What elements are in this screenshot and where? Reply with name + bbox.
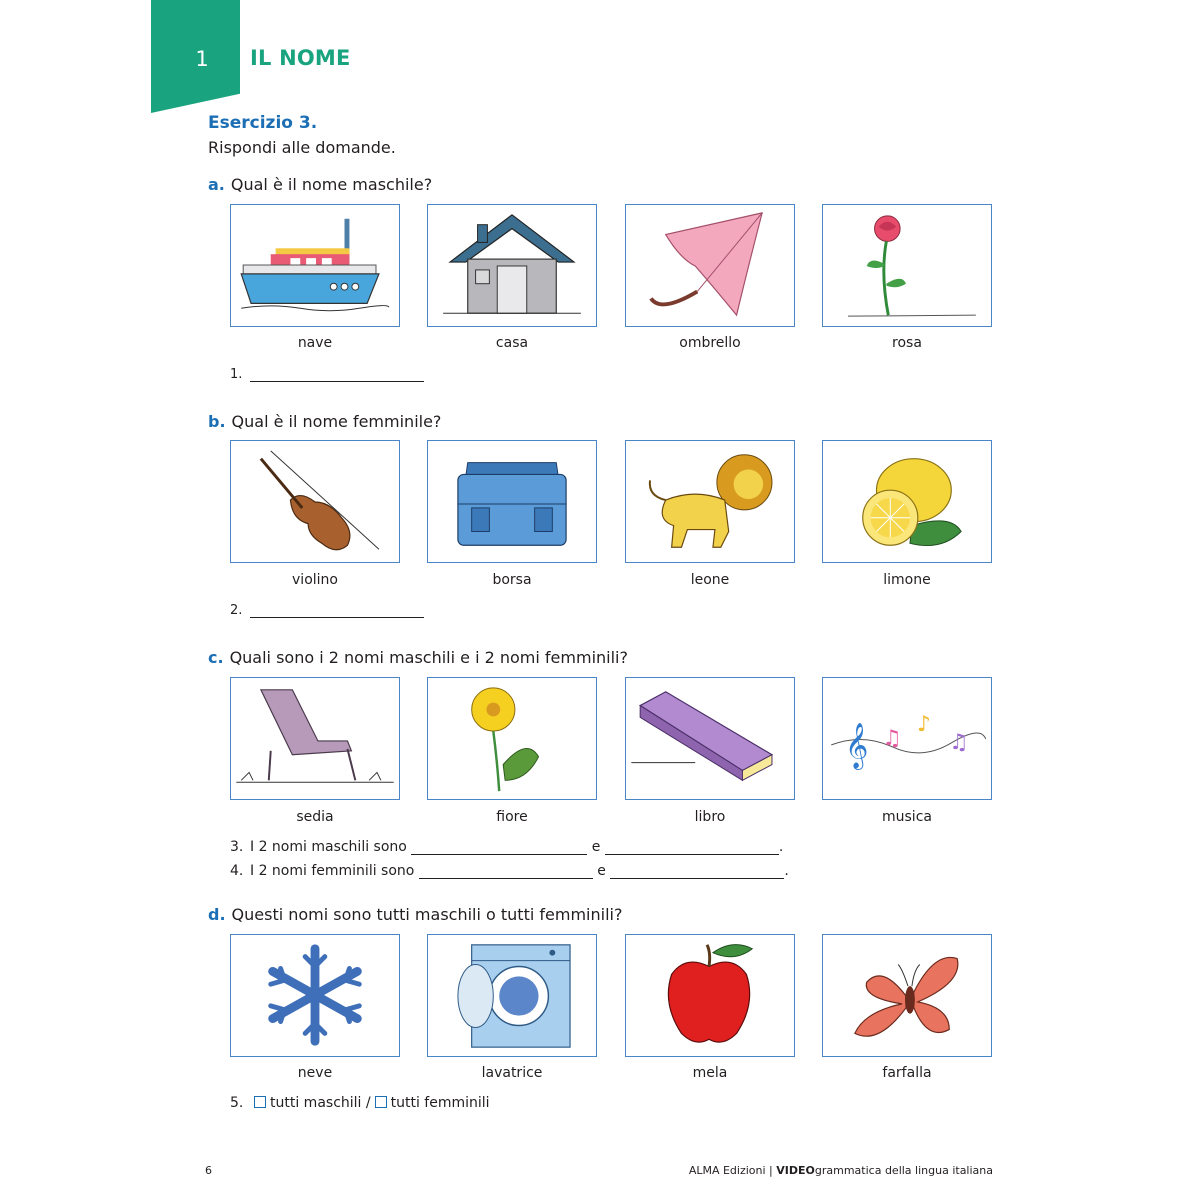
answer-1	[230, 367, 424, 382]
caption-ombrello: ombrello	[679, 335, 741, 351]
svg-text:♪: ♪	[916, 712, 931, 738]
answer-number: 2.	[230, 603, 243, 618]
svg-text:♫: ♫	[882, 725, 902, 751]
chapter-number: 1	[195, 47, 209, 71]
question-text: Questi nomi sono tutti maschili o tutti femminili?	[231, 905, 623, 924]
sentence-joiner: e	[597, 863, 606, 879]
answer-number: 4.	[230, 863, 244, 879]
umbrella-icon	[625, 204, 795, 327]
violin-icon	[230, 440, 400, 563]
question-letter: b.	[208, 412, 226, 431]
footer-publisher: ALMA Edizioni |	[688, 1164, 777, 1177]
washing-machine-icon	[427, 934, 597, 1057]
question-text: Qual è il nome maschile?	[230, 175, 433, 194]
checkbox-tutti-maschili[interactable]	[254, 1096, 266, 1108]
answer-number: 3.	[230, 839, 244, 855]
option-tutti-maschili: tutti maschili	[270, 1095, 362, 1111]
answer-2	[230, 603, 424, 618]
svg-text:♫: ♫	[949, 729, 969, 755]
svg-text:𝄞: 𝄞	[845, 722, 869, 769]
question-c	[208, 648, 628, 667]
rose-icon	[822, 204, 992, 327]
book-icon	[625, 677, 795, 800]
music-notes-icon	[822, 677, 992, 800]
caption-rosa: rosa	[892, 335, 922, 351]
exercise-instruction: Rispondi alle domande.	[208, 138, 396, 157]
answer-5	[230, 1095, 490, 1111]
question-text: Qual è il nome femminile?	[231, 412, 442, 431]
option-tutti-femminili: tutti femminili	[390, 1095, 490, 1111]
answer-number: 5.	[230, 1095, 244, 1111]
caption-borsa: borsa	[492, 572, 532, 588]
question-letter: c.	[208, 648, 224, 667]
caption-limone: limone	[883, 572, 931, 588]
answer-blank[interactable]	[605, 840, 779, 855]
lemon-icon	[822, 440, 992, 563]
caption-leone: leone	[690, 572, 730, 588]
answer-blank[interactable]	[250, 603, 424, 618]
bag-icon	[427, 440, 597, 563]
answer-blank[interactable]	[411, 840, 587, 855]
caption-lavatrice: lavatrice	[481, 1065, 543, 1081]
question-letter: d.	[208, 905, 226, 924]
caption-neve: neve	[297, 1065, 333, 1081]
sentence-text: I 2 nomi maschili sono	[250, 839, 407, 855]
caption-musica: musica	[882, 809, 932, 825]
ship-icon	[230, 204, 400, 327]
checkbox-tutti-femminili[interactable]	[375, 1096, 387, 1108]
footer-brand: VIDEO	[776, 1164, 815, 1177]
exercise-title: Esercizio 3.	[208, 113, 318, 133]
question-a	[208, 175, 432, 194]
caption-nave: nave	[297, 335, 333, 351]
question-d	[208, 905, 622, 924]
house-icon	[427, 204, 597, 327]
footer-credits	[689, 1164, 993, 1177]
flower-icon	[427, 677, 597, 800]
answer-blank[interactable]	[419, 864, 593, 879]
caption-violino: violino	[292, 572, 338, 588]
chapter-title: IL NOME	[250, 46, 351, 70]
sentence-joiner: e	[591, 839, 601, 855]
snowflake-icon	[230, 934, 400, 1057]
answer-4	[230, 863, 789, 879]
answer-number: 1.	[230, 367, 243, 382]
answer-blank[interactable]	[610, 864, 784, 879]
caption-libro: libro	[694, 809, 726, 825]
answer-blank[interactable]	[250, 367, 424, 382]
question-b	[208, 412, 441, 431]
sentence-end: .	[778, 839, 784, 855]
option-separator: /	[365, 1095, 371, 1111]
caption-sedia: sedia	[296, 809, 334, 825]
sentence-end: .	[784, 863, 789, 879]
chair-icon	[230, 677, 400, 800]
question-letter: a.	[208, 175, 225, 194]
caption-fiore: fiore	[496, 809, 528, 825]
lion-icon	[625, 440, 795, 563]
caption-mela: mela	[692, 1065, 728, 1081]
footer-title: grammatica della lingua italiana	[814, 1164, 993, 1177]
apple-icon	[625, 934, 795, 1057]
answer-3	[230, 839, 783, 855]
question-text: Quali sono i 2 nomi maschili e i 2 nomi femminili?	[229, 648, 628, 667]
caption-farfalla: farfalla	[882, 1065, 932, 1081]
page-number: 6	[205, 1164, 212, 1177]
sentence-text: I 2 nomi femminili sono	[250, 863, 415, 879]
butterfly-icon	[822, 934, 992, 1057]
caption-casa: casa	[495, 335, 529, 351]
